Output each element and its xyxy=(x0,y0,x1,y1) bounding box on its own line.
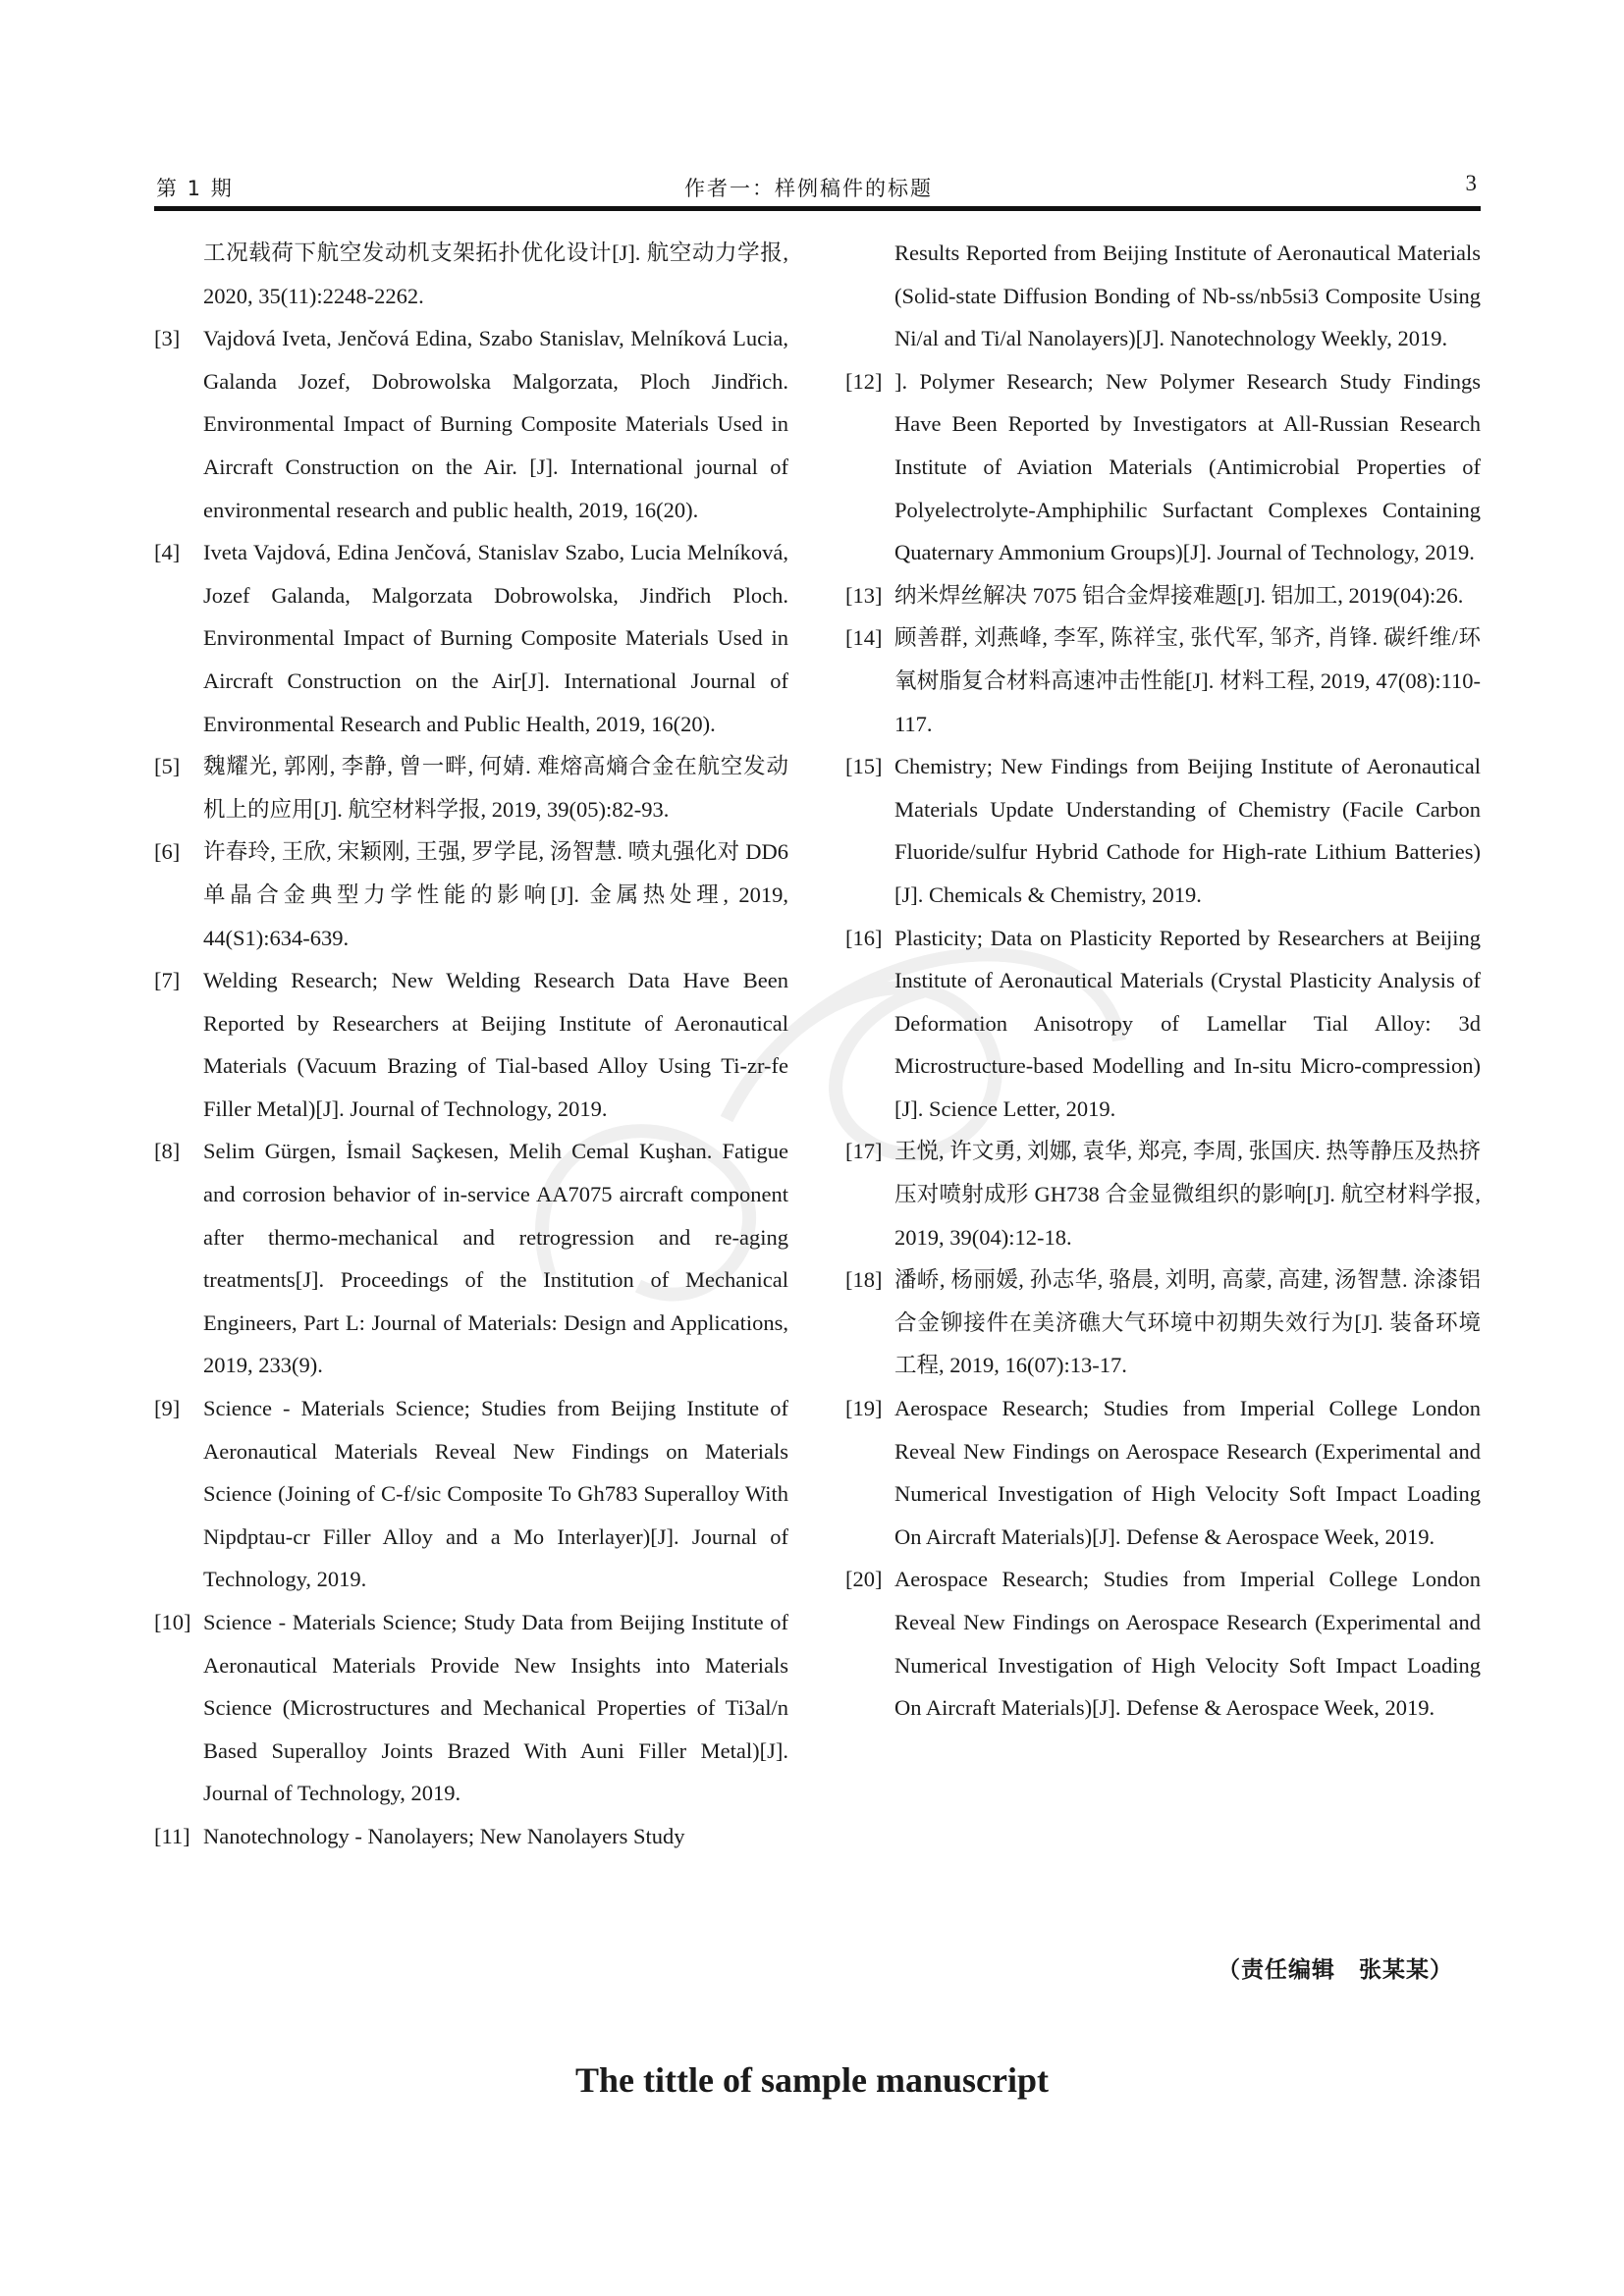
reference-text: Selim Gürgen, İsmail Saçkesen, Melih Cemal Kuşhan. Fatigue and corrosion behavior of in-service AA7075 aircraft component after thermo-mechanical and retrogression and re-aging treatments[J]. Proceedings of the Institution of Mechanical Engineers, Part L: Journal of Materials: Design and Applications, 2019, 233(9). xyxy=(203,1139,788,1378)
reference-number: [17] xyxy=(845,1139,883,1164)
reference-number: [5] xyxy=(154,754,181,779)
reference-entry xyxy=(154,317,788,531)
reference-number: [3] xyxy=(154,326,181,351)
reference-text: 顾善群, 刘燕峰, 李军, 陈祥宝, 张代军, 邹齐, 肖锋. 碳纤维/环氧树脂复合材料高速冲击性能[J]. 材料工程, 2019, 47(08):110-117. xyxy=(894,625,1481,736)
reference-entry xyxy=(154,232,788,317)
reference-entry xyxy=(845,360,1481,574)
reference-number: [6] xyxy=(154,839,181,865)
reference-number: [7] xyxy=(154,968,181,993)
reference-number: [16] xyxy=(845,925,883,950)
reference-text: ]. Polymer Research; New Polymer Research Study Findings Have Been Reported by Investigators at All-Russian Research Institute of Aviation Materials (Antimicrobial Properties of Polyelectrolyte-Amphiphilic Surfactant Complexes Containing Quaternary Ammonium Groups)[J]. Journal of Technology, 2019. xyxy=(894,368,1481,565)
reference-number: [10] xyxy=(154,1610,191,1634)
reference-entry xyxy=(154,745,788,830)
english-title: The tittle of sample manuscript xyxy=(575,2060,1049,2100)
reference-entry xyxy=(845,745,1481,916)
reference-text: 魏耀光, 郭刚, 李静, 曾一畔, 何婧. 难熔高熵合金在航空发动机上的应用[J]. 航空材料学报, 2019, 39(05):82-93. xyxy=(203,754,788,822)
reference-number: [13] xyxy=(845,582,883,608)
reference-text: Nanotechnology - Nanolayers; New Nanolayers Study xyxy=(203,1823,685,1848)
reference-text: 许春玲, 王欣, 宋颖刚, 王强, 罗学昆, 汤智慧. 喷丸强化对 DD6 单晶合金典型力学性能的影响[J]. 金属热处理, 2019, 44(S1):634-639. xyxy=(203,839,788,950)
reference-text: Iveta Vajdová, Edina Jenčová, Stanislav Szabo, Lucia Melníková, Jozef Galanda, Malgorzata Dobrowolska, Jindřich Ploch. Environmental Impact of Burning Composite Materials Used in Aircraft Construction on the Air[J]. International Journal of Environmental Research and Public Health, 2019, 16(20). xyxy=(203,540,788,736)
page-number: 3 xyxy=(1465,171,1477,195)
issue-label: 第 1 期 xyxy=(156,177,234,200)
reference-entry xyxy=(845,616,1481,745)
references-left-column xyxy=(154,232,788,1858)
reference-number: [4] xyxy=(154,540,181,565)
reference-number: [11] xyxy=(154,1823,190,1848)
reference-entry xyxy=(845,1258,1481,1387)
reference-text: Results Reported from Beijing Institute of Aeronautical Materials (Solid-state Diffusion Bonding of Nb-ss/nb5si3 Composite Using Ni/al and Ti/al Nanolayers)[J]. Nanotechnology Weekly, 2019. xyxy=(894,240,1481,351)
reference-text: Aerospace Research; Studies from Imperial College London Reveal New Findings on Aerospace Research (Experimental and Numerical Investigation of High Velocity Soft Impact Loading On Aircraft Materials)[J]. Defense & Aerospace Week, 2019. xyxy=(894,1567,1481,1721)
reference-entry xyxy=(154,531,788,745)
reference-entry xyxy=(845,574,1481,617)
reference-text: Chemistry; New Findings from Beijing Institute of Aeronautical Materials Update Understanding of Chemistry (Facile Carbon Fluoride/sulfur Hybrid Cathode for High-rate Lithium Batteries)[J]. Chemicals & Chemistry, 2019. xyxy=(894,754,1481,907)
reference-entry xyxy=(845,1387,1481,1558)
reference-entry xyxy=(845,1558,1481,1729)
running-title: 作者一：样例稿件的标题 xyxy=(684,177,933,200)
reference-entry xyxy=(845,917,1481,1131)
reference-entry xyxy=(154,1130,788,1387)
reference-number: [18] xyxy=(845,1267,883,1293)
reference-entry xyxy=(154,1601,788,1815)
reference-number: [20] xyxy=(845,1567,883,1592)
reference-number: [8] xyxy=(154,1139,181,1164)
reference-text: Vajdová Iveta, Jenčová Edina, Szabo Stanislav, Melníková Lucia, Galanda Jozef, Dobrowolska Malgorzata, Ploch Jindřich. Environmental Impact of Burning Composite Materials Used in Aircraft Construction on the Air. [J]. International journal of environmental research and public health, 2019, 16(20). xyxy=(203,326,788,522)
reference-entry xyxy=(154,830,788,959)
reference-number: [9] xyxy=(154,1396,181,1421)
reference-entry xyxy=(154,959,788,1130)
reference-text: Science - Materials Science; Studies from Beijing Institute of Aeronautical Materials Reveal New Findings on Materials Science (Joining of C-f/sic Composite To Gh783 Superalloy With Nipdptau-cr Filler Alloy and a Mo Interlayer)[J]. Journal of Technology, 2019. xyxy=(203,1396,788,1592)
responsible-editor: （责任编辑 张某某） xyxy=(1218,1957,1453,1983)
reference-text: 王悦, 许文勇, 刘娜, 袁华, 郑亮, 李周, 张国庆. 热等静压及热挤压对喷射成形 GH738 合金显微组织的影响[J]. 航空材料学报, 2019, 39(04):12-18. xyxy=(894,1139,1481,1250)
reference-number: [15] xyxy=(845,754,883,779)
reference-number: [19] xyxy=(845,1396,883,1421)
reference-entry xyxy=(154,1815,788,1858)
reference-text: 工况载荷下航空发动机支架拓扑优化设计[J]. 航空动力学报, 2020, 35(11):2248-2262. xyxy=(203,240,788,308)
reference-text: 潘峤, 杨丽媛, 孙志华, 骆晨, 刘明, 高蒙, 高建, 汤智慧. 涂漆铝合金铆接件在美济礁大气环境中初期失效行为[J]. 装备环境工程, 2019, 16(07):13-17. xyxy=(894,1267,1481,1378)
reference-entry xyxy=(845,1130,1481,1258)
running-header xyxy=(154,169,1481,211)
reference-text: Welding Research; New Welding Research Data Have Been Reported by Researchers at Beijing Institute of Aeronautical Materials (Vacuum Brazing of Tial-based Alloy Using Ti-zr-fe Filler Metal)[J]. Journal of Technology, 2019. xyxy=(203,968,788,1121)
reference-text: Science - Materials Science; Study Data from Beijing Institute of Aeronautical Materials Provide New Insights into Materials Science (Microstructures and Mechanical Properties of Ti3al/n Based Superalloy Joints Brazed With Auni Filler Metal)[J]. Journal of Technology, 2019. xyxy=(203,1610,788,1806)
reference-text: 纳米焊丝解决 7075 铝合金焊接难题[J]. 铝加工, 2019(04):26. xyxy=(894,582,1464,608)
reference-text: Plasticity; Data on Plasticity Reported by Researchers at Beijing Institute of Aeronautical Materials (Crystal Plasticity Analysis of Deformation Anisotropy of Lamellar Tial Alloy: 3d Microstructure-based Modelling and In-situ Micro-compression)[J]. Science Letter, 2019. xyxy=(894,925,1481,1121)
references-right-column xyxy=(845,232,1481,1730)
reference-entry xyxy=(845,232,1481,360)
reference-number: [14] xyxy=(845,625,883,651)
reference-entry xyxy=(154,1387,788,1601)
reference-number: [12] xyxy=(845,368,883,394)
reference-text: Aerospace Research; Studies from Imperial College London Reveal New Findings on Aerospace Research (Experimental and Numerical Investigation of High Velocity Soft Impact Loading On Aircraft Materials)[J]. Defense & Aerospace Week, 2019. xyxy=(894,1396,1481,1549)
